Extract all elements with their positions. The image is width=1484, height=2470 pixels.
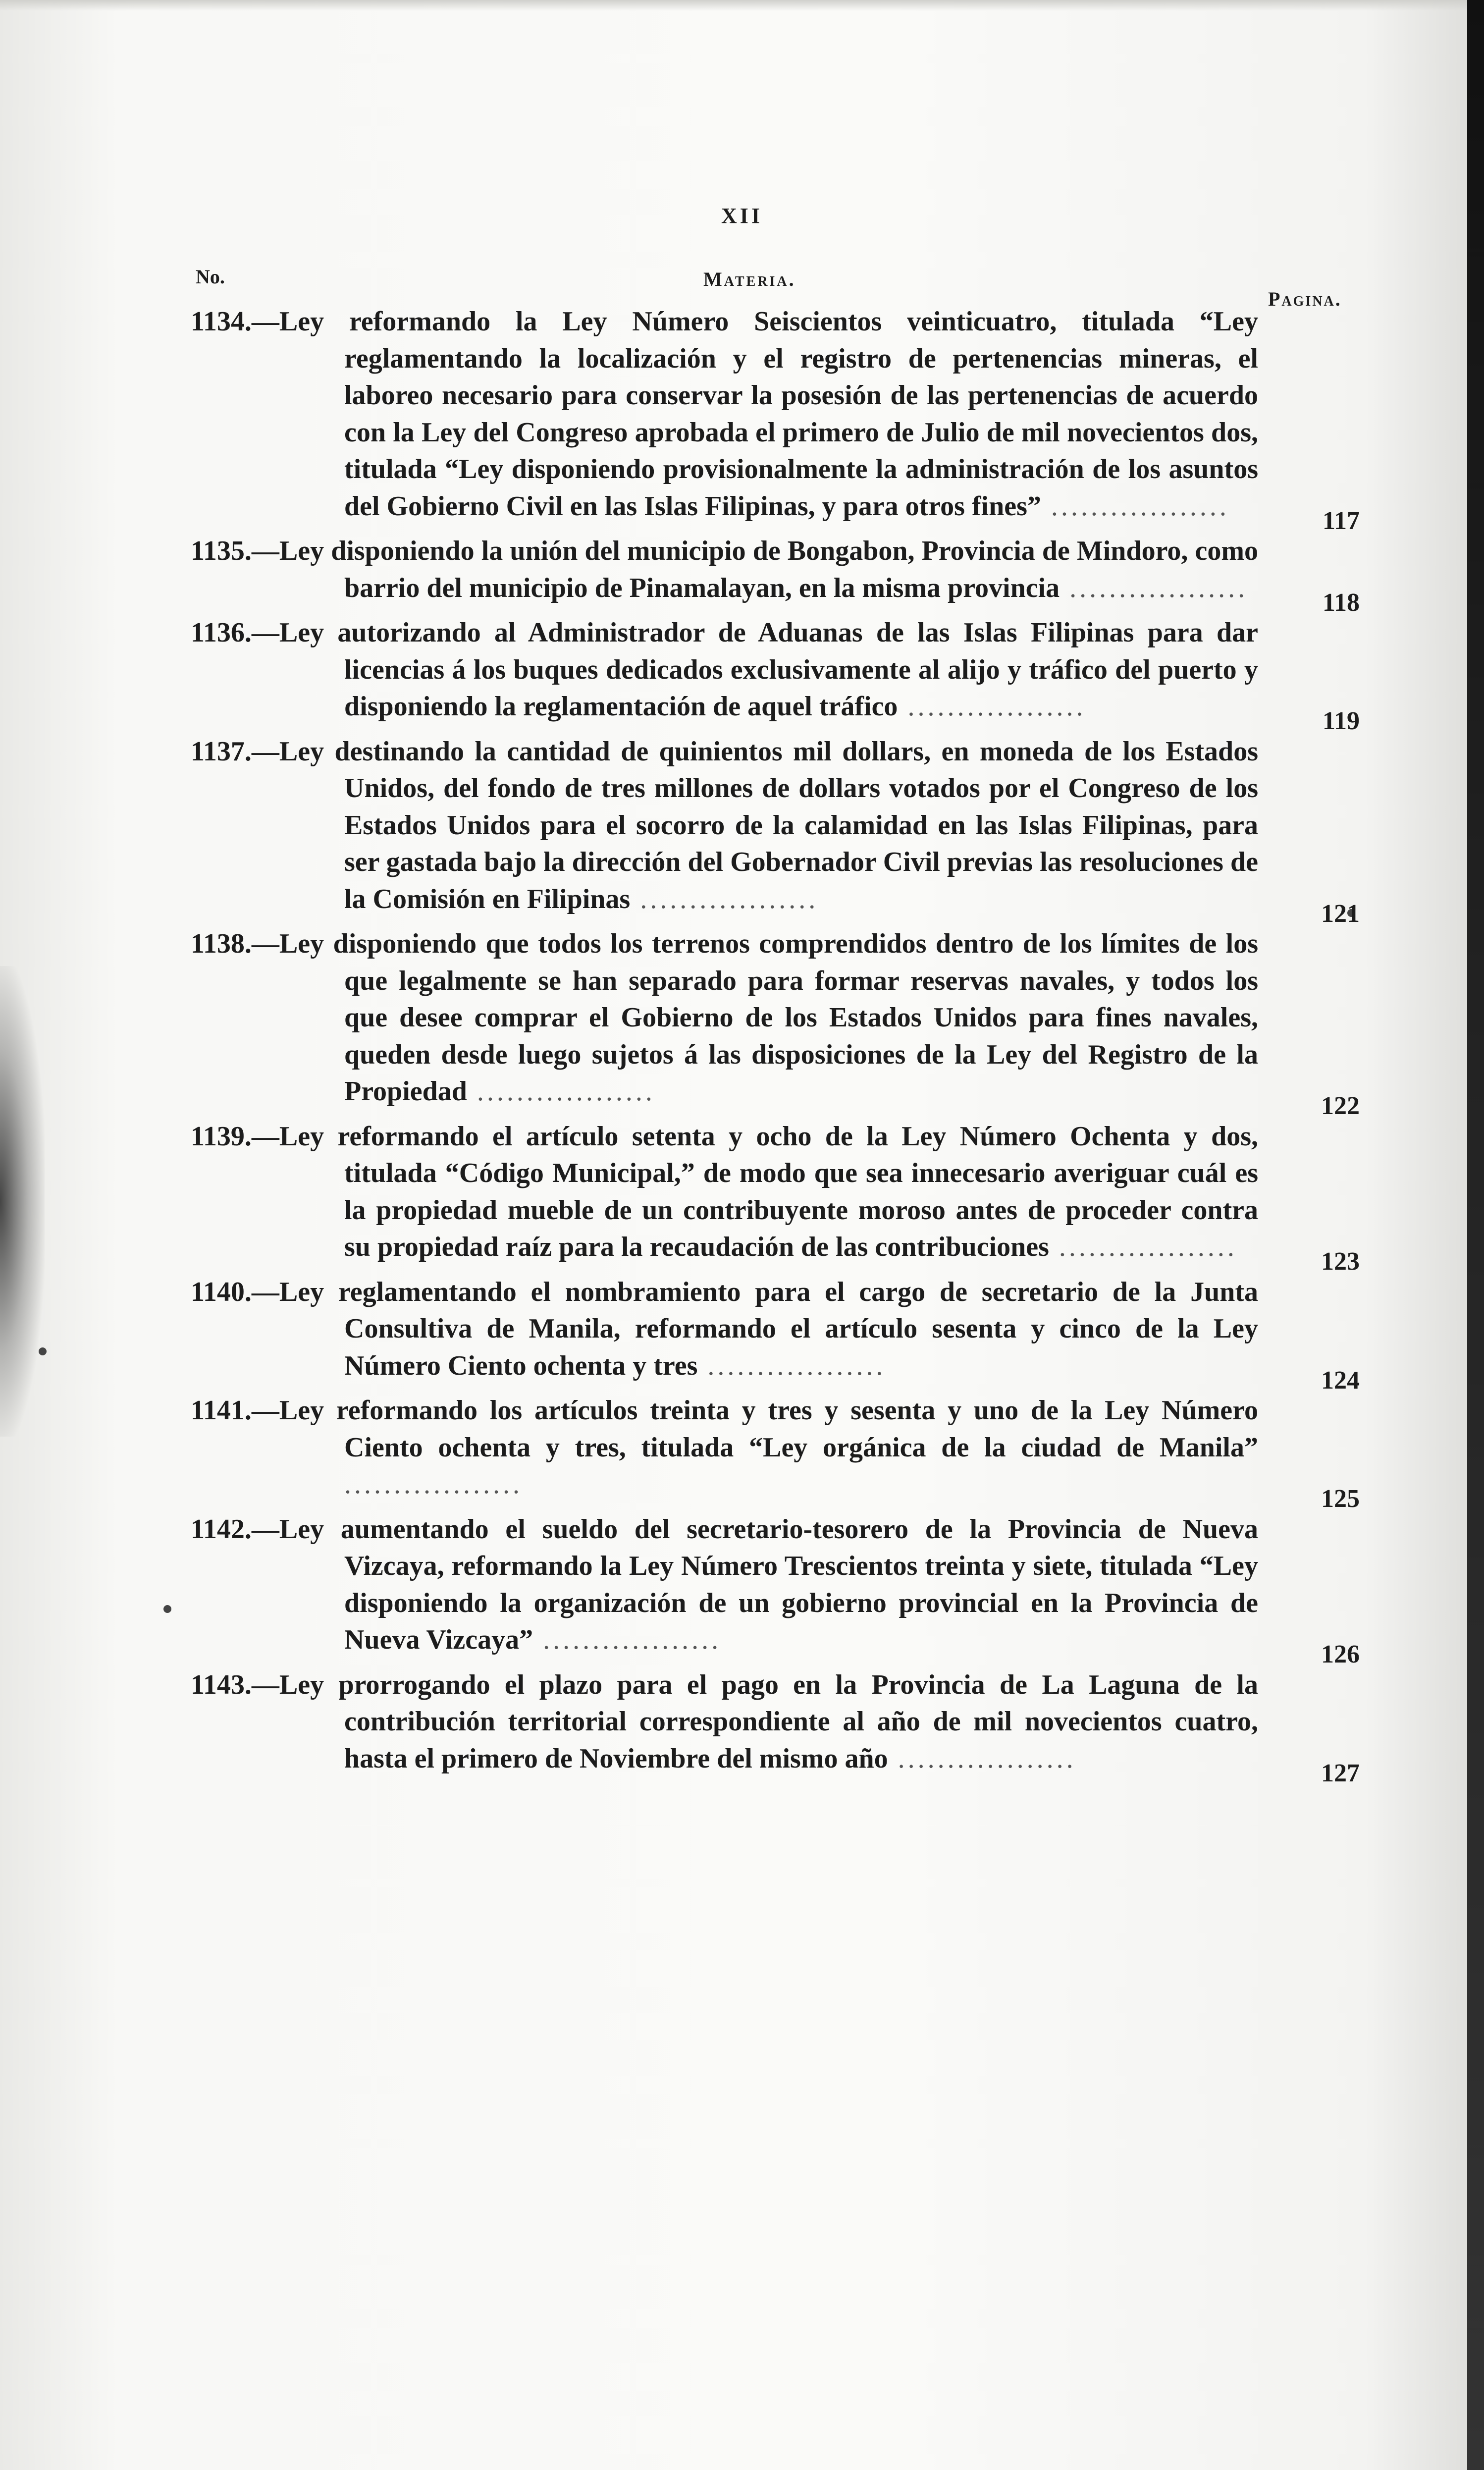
index-entry <box>191 1392 1360 1513</box>
entry-dash: — <box>251 536 279 566</box>
entry-number: 1142. <box>191 1513 252 1545</box>
entry-text <box>191 1511 1258 1659</box>
entry-dash: — <box>251 617 279 648</box>
entry-page-number: 118 <box>1322 588 1360 617</box>
index-entry <box>191 614 1360 735</box>
page-top-edge <box>0 0 1484 11</box>
entry-text <box>191 733 1258 918</box>
entry-page-number: 122 <box>1321 1092 1360 1120</box>
binding-shadow <box>0 966 45 1437</box>
entry-title: Ley reformando el artículo setenta y ocho de la Ley Número Ochenta y dos, titulada “Código Municipal,” de modo que sea innecesario averiguar cuál es la propiedad mueble de un contribuyente moroso antes de proceder contra su propiedad raíz para la recaudación de las contribuciones <box>279 1121 1258 1262</box>
entry-title: Ley prorrogando el plazo para el pago en la Provincia de La Laguna de la contribución territorial correspondiente al año de mil novecientos cuatro, hasta el primero de Noviembre del mismo año <box>279 1669 1258 1774</box>
entry-page-number: 124 <box>1321 1366 1360 1395</box>
leader-dots: .................. <box>888 1743 1076 1774</box>
page-right-edge <box>1467 0 1484 2470</box>
leader-dots: .................. <box>898 691 1086 722</box>
index-entry <box>191 533 1360 617</box>
entry-number: 1141. <box>191 1395 252 1426</box>
entry-page-number: 123 <box>1321 1247 1360 1276</box>
leader-dots: .................. <box>344 1469 523 1500</box>
entry-number: 1139. <box>191 1121 252 1152</box>
entry-text <box>191 1666 1258 1777</box>
entry-dash: — <box>251 1513 279 1545</box>
index-entry <box>191 1274 1360 1395</box>
entry-text <box>191 533 1258 606</box>
entry-text <box>191 303 1258 525</box>
leader-dots: .................. <box>1041 490 1229 522</box>
index-entry <box>191 1511 1360 1668</box>
entry-dash: — <box>251 736 279 767</box>
entry-page-number: 119 <box>1322 707 1360 735</box>
entry-title: Ley disponiendo que todos los terrenos comprendidos dentro de los límites de los que legalmente se han separado para formar reservas navales, y todos los que desee comprar el Gobierno de los Estados Unidos para fines navales, queden desde luego sujetos á las disposiciones de la Ley del Registro de la Propiedad <box>279 928 1258 1107</box>
entry-page-number: 127 <box>1321 1759 1360 1787</box>
entry-title: Ley aumentando el sueldo del secretario-tesorero de la Provincia de Nueva Vizcaya, reformando la Ley Número Trescientos treinta y siete, titulada “Ley disponiendo la organización de un gobierno provincial en la Provincia de Nueva Vizcaya” <box>279 1513 1258 1655</box>
entry-number: 1137. <box>191 736 252 767</box>
entry-number: 1140. <box>191 1276 252 1307</box>
entry-text <box>191 925 1258 1110</box>
entry-text <box>191 1392 1258 1503</box>
column-header-no: No. <box>196 266 225 288</box>
leader-dots: .................. <box>697 1350 886 1381</box>
leader-dots: .................. <box>1049 1232 1237 1262</box>
entry-dash: — <box>251 1395 279 1426</box>
index-entry <box>191 303 1360 535</box>
entry-dash: — <box>251 1669 279 1700</box>
entry-number: 1135. <box>191 536 252 566</box>
entry-title: Ley destinando la cantidad de quinientos mil dollars, en moneda de los Estados Unidos, del fondo de tres millones de dollars votados por el Congreso de los Estados Unidos para el socorro de la calamidad en las Islas Filipinas, para ser gastada bajo la dirección del Gobernador Civil previas las resoluciones de la Comisión en Filipinas <box>279 736 1258 914</box>
entry-text <box>191 1274 1258 1385</box>
entry-page-number: 126 <box>1321 1640 1360 1668</box>
entry-text <box>191 614 1258 725</box>
index-entries <box>191 303 1360 1787</box>
leader-dots: .................. <box>467 1076 655 1107</box>
entry-title: Ley autorizando al Administrador de Aduanas de las Islas Filipinas para dar licencias á los buques dedicados exclusivamente al alijo y tráfico del puerto y disponiendo la reglamentación de aquel tráfico <box>279 617 1258 722</box>
leader-dots: .................. <box>1060 572 1248 603</box>
entry-dash: — <box>251 928 279 959</box>
entry-title: Ley disponiendo la unión del municipio de Bongabon, Provincia de Mindoro, como barrio del municipio de Pinamalayan, en la misma provincia <box>279 536 1258 603</box>
entry-number: 1143. <box>191 1669 252 1700</box>
entry-dash: — <box>251 306 279 337</box>
index-entry <box>191 1118 1360 1276</box>
leader-dots: .................. <box>630 883 819 914</box>
page-number: XII <box>721 204 763 228</box>
entry-page-number: 125 <box>1321 1485 1360 1513</box>
entry-page-number: 121 <box>1321 899 1360 928</box>
entry-dash: — <box>251 1121 279 1152</box>
entry-title: Ley reglamentando el nombramiento para el cargo de secretario de la Junta Consultiva de Manila, reformando el artículo sesenta y cinco de la Ley Número Ciento ochenta y tres <box>279 1276 1258 1381</box>
index-entry <box>191 733 1360 928</box>
column-header-materia: Materia. <box>703 268 796 290</box>
entry-title: Ley reformando la Ley Número Seiscientos veinticuatro, titulada “Ley reglamentando la localización y el registro de pertenencias mineras, el laboreo necesario para conservar la posesión de las pertenencias de acuerdo con la Ley del Congreso aprobada el primero de Julio de mil novecientos dos, titulada “Ley disponiendo provisionalmente la administración de los asuntos del Gobierno Civil en las Islas Filipinas, y para otros fines” <box>279 306 1258 522</box>
ink-speck <box>163 1605 171 1613</box>
entry-number: 1136. <box>191 617 252 648</box>
column-header-pagina: Pagina. <box>1268 288 1342 310</box>
entry-page-number: 117 <box>1322 506 1360 535</box>
entry-number: 1134. <box>191 306 252 337</box>
index-entry <box>191 925 1360 1120</box>
entry-title: Ley reformando los artículos treinta y tres y sesenta y uno de la Ley Número Ciento ochenta y tres, titulada “Ley orgánica de la ciudad de Manila” <box>279 1395 1258 1463</box>
leader-dots: .................. <box>533 1624 722 1655</box>
ink-speck <box>39 1347 47 1355</box>
entry-dash: — <box>251 1276 279 1307</box>
entry-text <box>191 1118 1258 1266</box>
index-entry <box>191 1666 1360 1787</box>
entry-number: 1138. <box>191 928 252 959</box>
